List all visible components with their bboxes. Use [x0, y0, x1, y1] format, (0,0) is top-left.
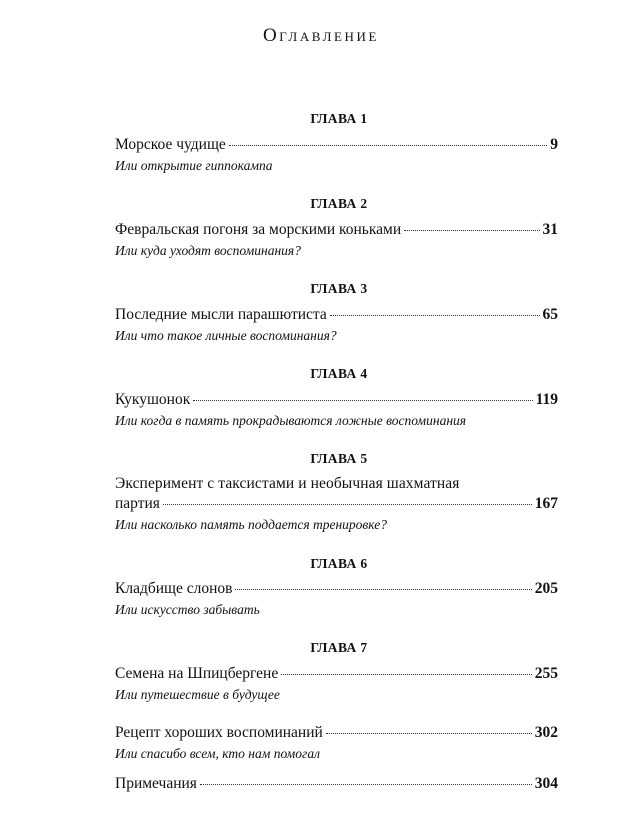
- page-number: 31: [542, 221, 558, 238]
- toc-entry[interactable]: [115, 665, 558, 703]
- dot-leader: [229, 144, 547, 146]
- entry-subtitle: Или искусство забывать: [115, 602, 260, 617]
- toc-entry[interactable]: [115, 391, 558, 429]
- entry-subtitle: Или путешествие в будущее: [115, 687, 280, 702]
- page-number: 304: [534, 775, 558, 792]
- page-number: 9: [550, 136, 558, 153]
- page-number: 205: [534, 580, 558, 597]
- toc-entry[interactable]: [115, 724, 558, 762]
- entry-subtitle: Или когда в память прокрадываются ложные воспоминания: [115, 413, 467, 428]
- entry-subtitle: Или насколько память поддается тренировке?: [115, 517, 387, 532]
- chapter-heading: ГЛАВА 3: [310, 281, 368, 296]
- entry-subtitle: Или спасибо всем, кто нам помогал: [115, 746, 320, 761]
- entry-title: Последние мысли парашютиста: [115, 306, 327, 323]
- dot-leader: [200, 783, 532, 785]
- toc-entry[interactable]: [115, 306, 558, 344]
- entry-title: Кладбище слонов: [115, 580, 233, 597]
- page-number: 302: [534, 724, 558, 741]
- dot-leader: [330, 314, 540, 316]
- chapter-heading: ГЛАВА 7: [310, 640, 368, 655]
- toc-entry[interactable]: [115, 580, 558, 618]
- entry-title: партия: [115, 495, 160, 512]
- entry-title: Примечания: [115, 775, 197, 792]
- entry-subtitle: Или открытие гиппокампа: [115, 158, 273, 173]
- entry-title: Кукушонок: [115, 391, 191, 408]
- entry-title: Рецепт хороших воспоминаний: [115, 724, 323, 741]
- toc-entry[interactable]: [115, 221, 558, 259]
- page-number: 119: [535, 391, 558, 408]
- chapter-heading: ГЛАВА 4: [310, 366, 368, 381]
- page-title: Оглавление: [262, 25, 380, 46]
- toc-entry[interactable]: [115, 136, 558, 174]
- dot-leader: [326, 732, 532, 734]
- entry-title: Февральская погоня за морскими коньками: [115, 221, 402, 238]
- dot-leader: [163, 503, 532, 505]
- page-number: 167: [534, 495, 558, 512]
- entry-title: Морское чудище: [115, 136, 226, 153]
- dot-leader: [235, 588, 531, 590]
- page-number: 65: [542, 306, 558, 323]
- entry-title: Семена на Шпицбергене: [115, 665, 279, 682]
- page-number: 255: [534, 665, 558, 682]
- entry-subtitle: Или что такое личные воспоминания?: [115, 328, 337, 343]
- dot-leader: [281, 673, 532, 675]
- entry-title-line: Эксперимент с таксистами и необычная шахматная: [115, 475, 460, 492]
- chapter-heading: ГЛАВА 2: [310, 196, 368, 211]
- entry-subtitle: Или куда уходят воспоминания?: [115, 243, 301, 258]
- chapter-heading: ГЛАВА 5: [310, 451, 368, 466]
- dot-leader: [193, 399, 532, 401]
- chapter-heading: ГЛАВА 1: [310, 111, 368, 126]
- dot-leader: [404, 229, 539, 231]
- toc-entry[interactable]: [115, 475, 558, 533]
- toc-entry[interactable]: [115, 775, 558, 793]
- chapter-heading: ГЛАВА 6: [310, 556, 368, 571]
